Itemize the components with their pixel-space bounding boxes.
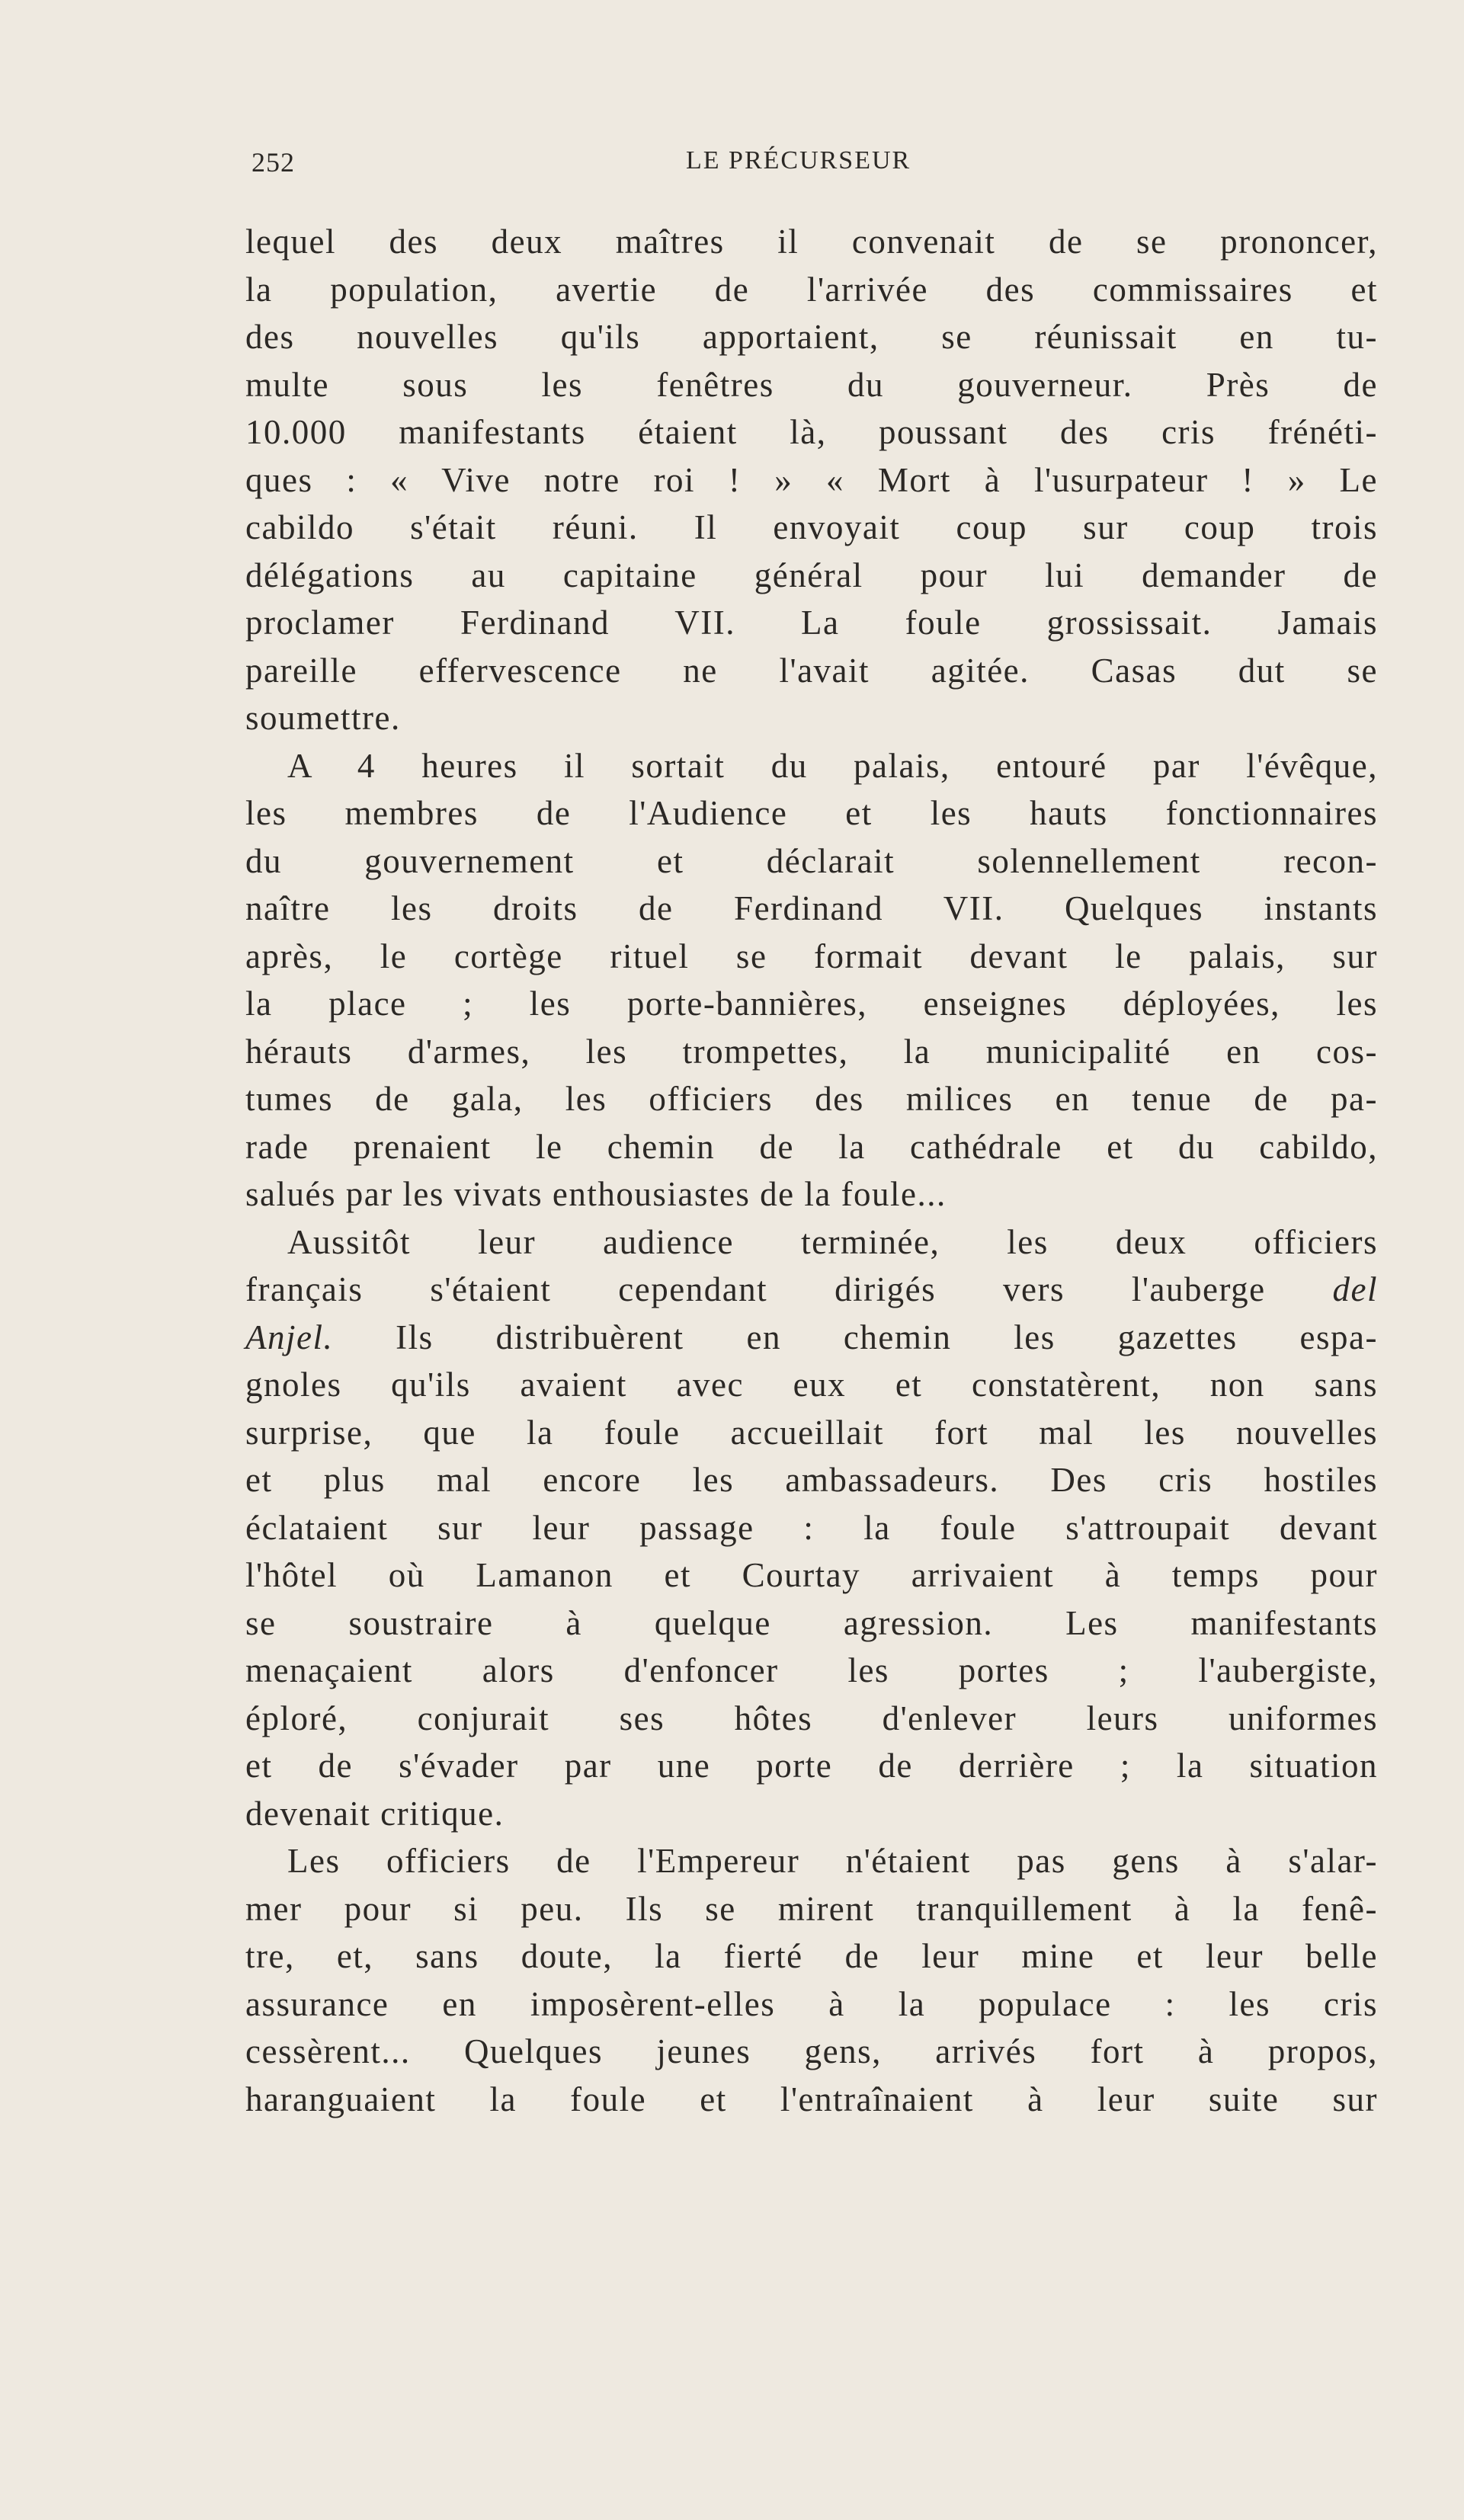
text-line: après, le cortège rituel se formait devant le palais, sur: [245, 937, 1378, 975]
running-title: LE PRÉCURSEUR: [686, 146, 911, 175]
italic-word: del: [1332, 1270, 1378, 1308]
text-line: mer pour si peu. Ils se mirent tranquillement à la fenê-: [245, 1889, 1378, 1928]
text-line: les membres de l'Audience et les hauts fonctionnaires: [245, 794, 1378, 832]
text-line: gnoles qu'ils avaient avec eux et constatèrent, non sans: [245, 1366, 1378, 1404]
text-line: du gouvernement et déclarait solennellement recon-: [245, 841, 1378, 880]
text-line: la population, avertie de l'arrivée des commissaires et: [245, 270, 1378, 309]
text-line-part: Ils distribuèrent en chemin les gazettes espa-: [396, 1318, 1378, 1356]
text-line: naître les droits de Ferdinand VII. Quelques instants: [245, 889, 1378, 927]
body-text: [245, 218, 1378, 2123]
text-line: cabildo s'était réuni. Il envoyait coup sur coup trois: [245, 508, 1378, 546]
text-line-part: français s'étaient cependant dirigés vers l'auberge: [245, 1270, 1266, 1308]
text-line: tumes de gala, les officiers des milices en tenue de pa-: [245, 1080, 1378, 1118]
text-line: proclamer Ferdinand VII. La foule grossissait. Jamais: [245, 604, 1378, 642]
text-line: pareille effervescence ne l'avait agitée. Casas dut se: [245, 651, 1378, 690]
text-line: se soustraire à quelque agression. Les manifestants: [245, 1603, 1378, 1642]
text-line: multe sous les fenêtres du gouverneur. Près de: [245, 365, 1378, 404]
italic-word: Anjel.: [245, 1318, 334, 1356]
text-line: hérauts d'armes, les trompettes, la municipalité en cos-: [245, 1032, 1378, 1071]
paragraph-start-line: A 4 heures il sortait du palais, entouré par l'évêque,: [287, 746, 1378, 785]
text-line: soumettre.: [245, 699, 401, 737]
text-line: lequel des deux maîtres il convenait de se prononcer,: [245, 223, 1378, 261]
paragraph-start-line: Les officiers de l'Empereur n'étaient pas gens à s'alar-: [287, 1842, 1378, 1880]
text-line: ques : « Vive notre roi ! » « Mort à l'usurpateur ! » Le: [245, 460, 1378, 499]
text-line: 10.000 manifestants étaient là, poussant des cris frénéti-: [245, 413, 1378, 451]
text-line: délégations au capitaine général pour lui demander de: [245, 556, 1378, 594]
page-number: 252: [251, 147, 295, 178]
text-line: assurance en imposèrent-elles à la populace : les cris: [245, 1984, 1378, 2023]
text-line: éploré, conjurait ses hôtes d'enlever leurs uniformes: [245, 1699, 1378, 1737]
text-line: des nouvelles qu'ils apportaient, se réunissait en tu-: [245, 318, 1378, 356]
text-line: et plus mal encore les ambassadeurs. Des cris hostiles: [245, 1461, 1378, 1499]
text-line: la place ; les porte-bannières, enseignes déployées, les: [245, 985, 1378, 1023]
text-line: [245, 1266, 1378, 1314]
text-line: surprise, que la foule accueillait fort mal les nouvelles: [245, 1413, 1378, 1452]
page-header: [251, 146, 1378, 184]
text-line: [245, 1314, 1378, 1362]
text-line: cessèrent... Quelques jeunes gens, arrivés fort à propos,: [245, 2032, 1378, 2070]
text-line: haranguaient la foule et l'entraînaient à leur suite sur: [245, 2080, 1378, 2118]
text-line: menaçaient alors d'enfoncer les portes ; l'aubergiste,: [245, 1651, 1378, 1689]
text-line: et de s'évader par une porte de derrière ; la situation: [245, 1747, 1378, 1785]
text-line: rade prenaient le chemin de la cathédrale et du cabildo,: [245, 1127, 1378, 1166]
text-line: devenait critique.: [245, 1794, 505, 1833]
text-line: l'hôtel où Lamanon et Courtay arrivaient à temps pour: [245, 1556, 1378, 1594]
text-line: éclataient sur leur passage : la foule s'attroupait devant: [245, 1508, 1378, 1547]
text-line: salués par les vivats enthousiastes de la foule...: [245, 1175, 947, 1213]
paragraph-start-line: Aussitôt leur audience terminée, les deux officiers: [287, 1222, 1378, 1261]
text-line: tre, et, sans doute, la fierté de leur mine et leur belle: [245, 1937, 1378, 1975]
